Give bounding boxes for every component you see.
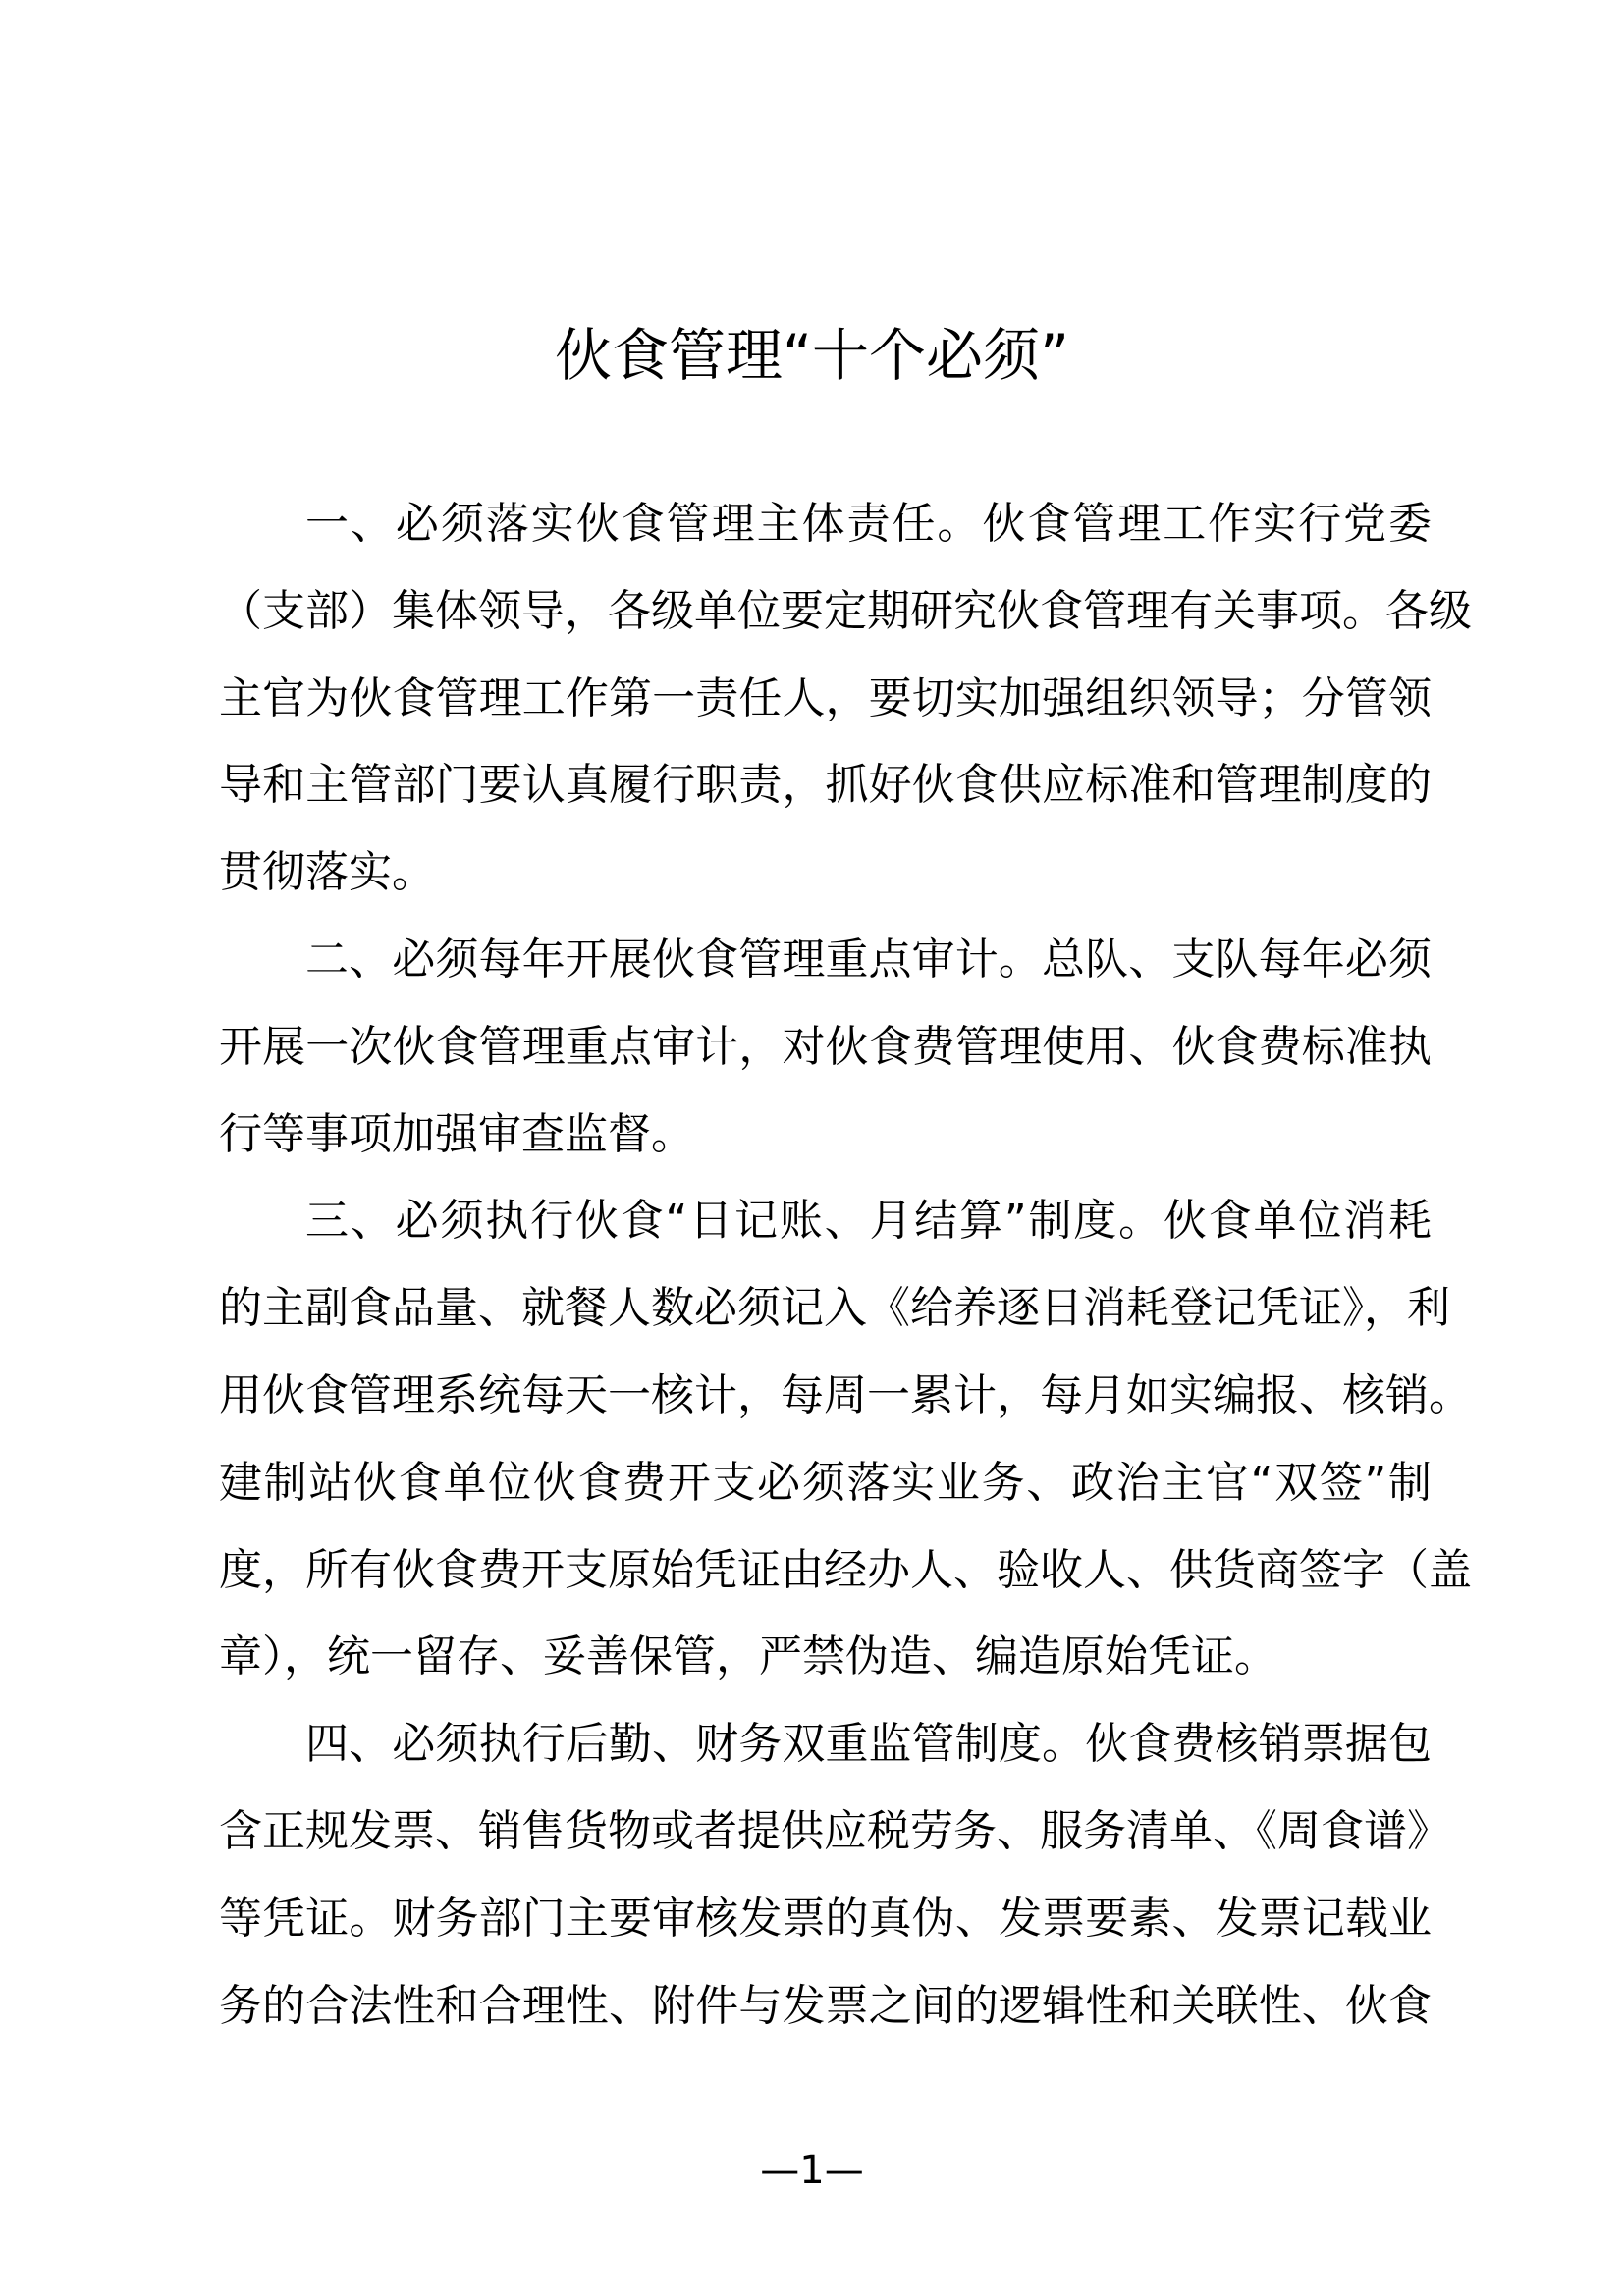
text-line: 一、必须落实伙食管理主体责任。伙食管理工作实行党委	[305, 499, 1432, 549]
document-body	[219, 481, 1472, 2050]
text-line: 用伙食管理系统每天一核计，每周一累计，每月如实编报、核销。	[219, 1369, 1472, 1420]
text-line: 建制站伙食单位伙食费开支必须落实业务、政治主官“双签”制	[219, 1457, 1432, 1508]
text-line: 务的合法性和合理性、附件与发票之间的逻辑性和关联性、伙食	[219, 1980, 1432, 2031]
document-title: 伙食管理“十个必须”	[554, 322, 1070, 389]
text-line: 二、必须每年开展伙食管理重点审计。总队、支队每年必须	[305, 934, 1432, 985]
text-line: （支部）集体领导，各级单位要定期研究伙食管理有关事项。各级	[219, 585, 1472, 636]
paragraph-2	[219, 917, 1432, 1178]
page-number: —1—	[760, 2148, 864, 2193]
text-line: 章），统一留存、妥善保管，严禁伪造、编造原始凭证。	[219, 1631, 1277, 1682]
text-line: 开展一次伙食管理重点审计，对伙食费管理使用、伙食费标准执	[219, 1021, 1432, 1072]
paragraph-1	[219, 481, 1472, 917]
text-line: 贯彻落实。	[219, 847, 435, 898]
text-line: 含正规发票、销售货物或者提供应税劳务、服务清单、《周食谱》	[219, 1805, 1450, 1856]
text-line: 导和主管部门要认真履行职责，抓好伙食供应标准和管理制度的	[219, 760, 1432, 811]
text-line: 度，所有伙食费开支原始凭证由经办人、验收人、供货商签字（盖	[219, 1544, 1472, 1595]
text-line: 的主副食品量、就餐人数必须记入《给养逐日消耗登记凭证》，利	[219, 1283, 1450, 1334]
text-line: 三、必须执行伙食“日记账、月结算”制度。伙食单位消耗	[305, 1196, 1432, 1247]
paragraph-4	[219, 1701, 1450, 2050]
text-line: 主官为伙食管理工作第一责任人，要切实加强组织领导；分管领	[219, 672, 1432, 723]
text-line: 四、必须执行后勤、财务双重监管制度。伙食费核销票据包	[305, 1719, 1432, 1770]
paragraph-3	[219, 1178, 1472, 1701]
text-line: 行等事项加强审查监督。	[219, 1108, 694, 1159]
text-line: 等凭证。财务部门主要审核发票的真伪、发票要素、发票记载业	[219, 1893, 1432, 1944]
